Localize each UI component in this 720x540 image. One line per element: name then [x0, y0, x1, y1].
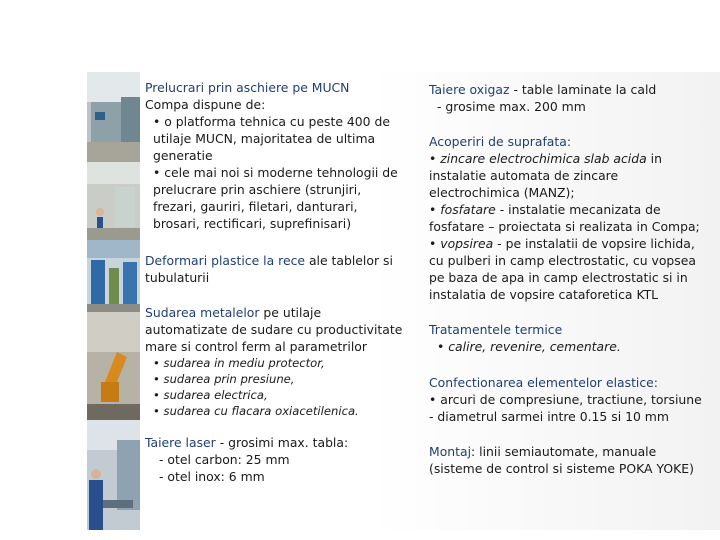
springs-line: - diametrul sarmei intre 0.15 si 10 mm [429, 409, 669, 424]
welding-item: • sudarea prin presiune, [153, 372, 295, 386]
springs-title: Confectionarea elementelor elastice: [429, 375, 658, 390]
welding-line: automatizate de sudare cu productivitate [145, 322, 403, 337]
painting-label: • vopsirea [429, 236, 494, 251]
painting-text: - pe instalatii de vopsire lichida, [493, 236, 695, 251]
welding-item: • sudarea electrica, [153, 388, 268, 402]
heat-treatment-line: • calire, revenire, cementare. [437, 339, 621, 354]
phosphate-label: • fosfatare [429, 202, 496, 217]
machining-intro: Compa dispune de: [145, 97, 266, 112]
machining-title: Prelucrari prin aschiere pe MUCN [145, 80, 350, 95]
assembly-line: (sisteme de control si sisteme POKA YOKE) [429, 461, 694, 476]
workshop-photo [87, 162, 140, 240]
painting-line: cu pulberi in camp electrostatic, cu vopsea [429, 253, 696, 268]
machining-line: • cele mai noi si moderne tehnologii de [153, 165, 398, 180]
welding-title: Sudarea metalelor [145, 305, 260, 320]
welding-robot-photo [87, 312, 140, 420]
machining-line: generatie [153, 148, 213, 163]
welding-line: pe utilaje [259, 305, 322, 320]
oxygas-text: - table laminate la cald [509, 82, 657, 97]
laser-line: - otel carbon: 25 mm [159, 452, 290, 467]
heat-treatment-section [429, 321, 720, 355]
machining-line: • o platforma tehnica cu peste 400 de [153, 114, 390, 129]
welding-section [145, 304, 417, 419]
assembly-text: : linii semiautomate, manuale [471, 444, 657, 459]
machining-line: prelucrare prin aschiere (strunjiri, [153, 182, 362, 197]
oxygas-title: Taiere oxigaz [429, 82, 510, 97]
phosphate-text: - instalatie mecanizata de [495, 202, 661, 217]
cold-forming-text-2: tubulaturii [145, 270, 210, 285]
welding-item: • sudarea cu flacara oxiacetilenica. [153, 404, 359, 418]
press-line-photo [87, 240, 140, 312]
laser-title: Taiere laser [145, 435, 216, 450]
oxygas-section [429, 81, 720, 115]
assembly-title: Montaj [429, 444, 472, 459]
machining-line: brosari, rectificari, suprefinisari) [153, 216, 352, 231]
machining-line: frezari, gauriri, filetari, danturari, [153, 199, 358, 214]
zinc-label: • zincare electrochimica slab acida [429, 151, 647, 166]
springs-section [429, 374, 720, 425]
laser-line: - otel inox: 6 mm [159, 469, 265, 484]
machining-line: utilaje MUCN, majoritatea de ultima [153, 131, 376, 146]
coatings-title: Acoperiri de suprafata: [429, 134, 572, 149]
assembly-section [429, 443, 720, 477]
coatings-section [429, 133, 720, 303]
zinc-text: in [646, 151, 662, 166]
laser-cutting-photo [87, 420, 140, 530]
laser-section [145, 434, 417, 485]
painting-line: instalatia de vopsire cataforetica KTL [429, 287, 659, 302]
laser-text: - grosimi max. tabla: [215, 435, 349, 450]
machining-section [145, 79, 417, 232]
springs-line: • arcuri de compresiune, tractiune, torsiune [429, 392, 702, 407]
heat-treatment-title: Tratamentele termice [429, 322, 563, 337]
cnc-machines-photo [87, 72, 140, 162]
welding-line: mare si control ferm al parametrilor [145, 339, 367, 354]
cold-forming-section [145, 252, 417, 286]
cold-forming-title: Deformari plastice la rece [145, 253, 306, 268]
photo-strip [87, 72, 140, 530]
oxygas-line: - grosime max. 200 mm [437, 99, 586, 114]
phosphate-line: fosfatare – proiectata si realizata in Compa; [429, 219, 700, 234]
content-panel [140, 72, 720, 530]
zinc-line: electrochimica (MANZ); [429, 185, 575, 200]
zinc-line: instalatie automata de zincare [429, 168, 619, 183]
painting-line: pe baza de apa in camp electrostatic si in [429, 270, 688, 285]
cold-forming-text: ale tablelor si [305, 253, 393, 268]
welding-item: • sudarea in mediu protector, [153, 356, 325, 370]
